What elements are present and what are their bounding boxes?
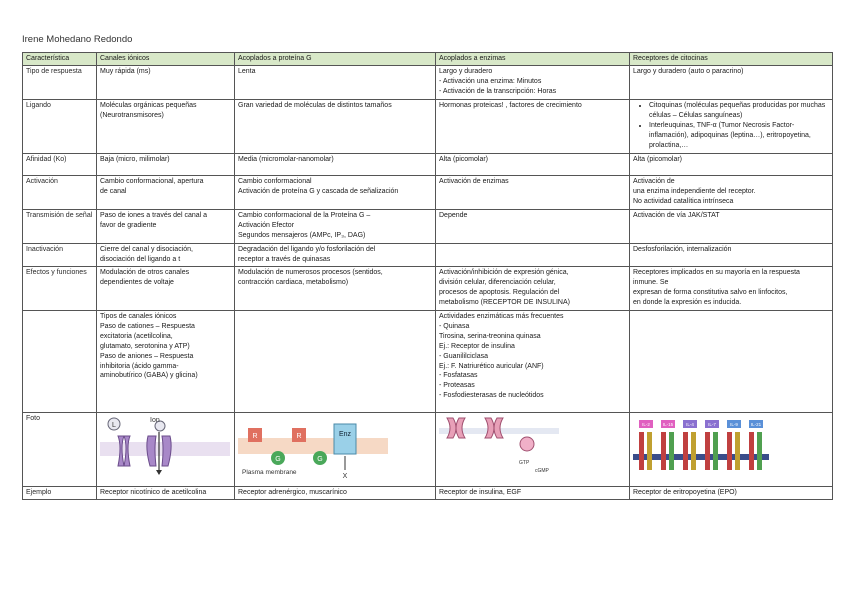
cell-line: - Guanililciclasa	[439, 352, 489, 360]
cell-line: excitatoria (acetilcolina,	[100, 332, 173, 340]
cell-line: favor de gradiente	[100, 221, 157, 229]
cgmp-label: cGMP	[535, 467, 549, 474]
row-tipos	[23, 310, 833, 412]
receptor-dimer-2	[485, 418, 503, 438]
cell	[235, 310, 436, 412]
cell-line: Depende	[439, 211, 468, 219]
row-transmision	[23, 209, 833, 243]
cell-line: Baja (micro, milimolar)	[100, 155, 170, 163]
cell-line: Cambio conformacional	[238, 177, 312, 185]
receptor-chain	[727, 432, 732, 470]
cell-line: Degradación del ligando y/o fosforilación del	[238, 245, 376, 253]
cell-line: No actividad catalítica intrínseca	[633, 197, 734, 205]
row-label: Foto	[23, 412, 97, 486]
cell-line: una enzima independiente del receptor.	[633, 187, 756, 195]
cell-line: Largo y duradero	[439, 67, 493, 75]
cell	[97, 412, 235, 486]
cell	[235, 65, 436, 99]
cell	[436, 153, 630, 175]
receptor-chain	[713, 432, 718, 470]
row-ligando	[23, 99, 833, 153]
cell	[436, 412, 630, 486]
cell-line: en donde la expresión es inducida.	[633, 298, 742, 306]
cytokine-label: IL-7	[708, 421, 716, 427]
row-ejemplo	[23, 486, 833, 499]
cell-line: Hormonas proteicas! , factores de crecimiento	[439, 101, 582, 109]
cell-line: - Proteasas	[439, 382, 475, 390]
cell-line: Gran variedad de moléculas de distintos tamaños	[238, 101, 392, 109]
row-label: Efectos y funciones	[23, 266, 97, 310]
cell	[97, 266, 235, 310]
receptor-dimer	[447, 418, 465, 438]
row-label: Activación	[23, 175, 97, 209]
cell	[97, 175, 235, 209]
cell	[630, 412, 833, 486]
author-name: Irene Mohedano Redondo	[22, 34, 133, 45]
cell	[436, 486, 630, 499]
cell-line: Cambio conformacional, apertura	[100, 177, 204, 185]
row-label: Ligando	[23, 99, 97, 153]
receptor-chain	[683, 432, 688, 470]
row-label: Tipo de respuesta	[23, 65, 97, 99]
cell	[630, 310, 833, 412]
cytokine-label: IL-15	[662, 421, 674, 427]
cell	[235, 209, 436, 243]
header-canales: Canales iónicos	[97, 53, 235, 66]
receptor-chain	[647, 432, 652, 470]
cell-line: Receptor de insulina, EGF	[439, 488, 522, 496]
bullet-item: • Citoquinas (moléculas pequeñas producidas por muchas células – Células sanguíneas)	[649, 101, 829, 121]
header-citocinas: Receptores de citocinas	[630, 53, 833, 66]
cell	[630, 99, 833, 153]
cell	[630, 175, 833, 209]
cell-line: Alta (picomolar)	[439, 155, 489, 163]
cell	[436, 266, 630, 310]
receptor-chain	[691, 432, 696, 470]
cell-line: contracción cardiaca, metabolismo)	[238, 278, 349, 286]
cell-line: Tirosina, serina-treonina quinasa	[439, 332, 541, 340]
cytokine-receptor-group	[639, 420, 763, 470]
cell	[436, 209, 630, 243]
row-efectos	[23, 266, 833, 310]
cell-line: Receptor adrenérgico, muscarínico	[238, 488, 347, 496]
cytokine-label: IL-2	[642, 421, 650, 427]
cell-line: disociación del ligando a t	[100, 255, 181, 263]
cell-line: Paso de aniones – Respuesta	[100, 352, 194, 360]
header-enzimas: Acoplados a enzimas	[436, 53, 630, 66]
cell-line: Media (micromolar-nanomolar)	[238, 155, 334, 163]
cell	[630, 243, 833, 266]
cell	[235, 99, 436, 153]
cell-line: Muy rápida (ms)	[100, 67, 151, 75]
cell-line: Ej.: Receptor de insulina	[439, 342, 515, 350]
row-activacion	[23, 175, 833, 209]
cell-line: división celular, diferenciación celular,	[439, 278, 556, 286]
cell-line: Segundos mensajeros (AMPc, IP₃, DAG)	[238, 231, 366, 239]
cell-line: - Fosfodiesterasas de nucleótidos	[439, 392, 544, 400]
header-caracteristica: Característica	[23, 53, 97, 66]
cell-line: aminobutírico (GABA) y glicina)	[100, 372, 198, 380]
cell-line: Activación de	[633, 177, 675, 185]
ligand-label: L	[112, 421, 116, 429]
g-label: G	[275, 455, 281, 463]
cell	[630, 266, 833, 310]
cell-line: Largo y duradero (auto o paracrino)	[633, 67, 744, 75]
cell-line: Activación de vía JAK/STAT	[633, 211, 720, 219]
receptor-chain	[669, 432, 674, 470]
g-label-2: G	[317, 455, 323, 463]
cell-line: Activación de proteína G y cascada de señalización	[238, 187, 399, 195]
cytokine-label: IL-4	[686, 421, 694, 427]
cell-line: Receptor de eritropoyetina (EPO)	[633, 488, 737, 496]
cell	[436, 243, 630, 266]
receptor-chain	[735, 432, 740, 470]
row-label: Afinidad (Ko)	[23, 153, 97, 175]
cell-line: - Fosfatasas	[439, 372, 478, 380]
cell	[630, 153, 833, 175]
cell-line: Activación Efector	[238, 221, 295, 229]
cell	[235, 153, 436, 175]
receptor-chain	[705, 432, 710, 470]
cell-line: metabolismo (RECEPTOR DE INSULINA)	[439, 298, 570, 306]
cell	[235, 412, 436, 486]
cell	[97, 65, 235, 99]
membrane-label: Plasma membrane	[242, 468, 297, 476]
cell-line: Cierre del canal y disociación,	[100, 245, 193, 253]
cell	[436, 65, 630, 99]
cell-line: Moléculas orgánicas pequeñas	[100, 101, 197, 109]
receptor-label: R	[252, 432, 258, 440]
receptor-chain	[639, 432, 644, 470]
row-inactivacion	[23, 243, 833, 266]
cell	[97, 310, 235, 412]
cell-line: Activación/inhibición de expresión génica,	[439, 268, 569, 276]
cell	[97, 99, 235, 153]
cell	[235, 486, 436, 499]
row-foto	[23, 412, 833, 486]
cell	[235, 266, 436, 310]
cell	[97, 486, 235, 499]
cell	[630, 209, 833, 243]
cell-line: Activación de enzimas	[439, 177, 509, 185]
cell-line: Alta (picomolar)	[633, 155, 683, 163]
cell-line: - Activación de la transcripción: Horas	[439, 87, 557, 95]
cell-line: Modulación de numerosos procesos (sentidos,	[238, 268, 383, 276]
enzyme-label: Enz	[338, 430, 352, 438]
cell	[97, 209, 235, 243]
ion-channel-diagram	[100, 414, 230, 482]
cell-line: de canal	[100, 187, 127, 195]
x-label: X	[342, 472, 348, 480]
receptor-comparison-table	[22, 52, 833, 500]
cell-line: Tipos de canales iónicos	[100, 312, 177, 320]
cyclase-domain	[520, 437, 534, 451]
cell	[436, 175, 630, 209]
cell	[235, 243, 436, 266]
receptor-label-2: R	[296, 432, 302, 440]
row-tipo	[23, 65, 833, 99]
cell-line: Ej.: F. Natriurético auricular (ANF)	[439, 362, 544, 370]
cell-line: Receptores implicados en su mayoría en la respuesta	[633, 268, 800, 276]
cytokine-label: IL-9	[730, 421, 738, 427]
cell-line: - Activación una enzima: Minutos	[439, 77, 542, 85]
cell-line: Paso de iones a través del canal a	[100, 211, 208, 219]
row-label: Ejemplo	[23, 486, 97, 499]
cell	[97, 243, 235, 266]
cell-line: procesos de apoptosis. Regulación del	[439, 288, 560, 296]
cell	[630, 486, 833, 499]
ion-label: Ion	[150, 416, 160, 424]
receptor-chain	[661, 432, 666, 470]
cell-line: (Neurotransmisores)	[100, 111, 164, 119]
cell-line: receptor a través de quinasas	[238, 255, 331, 263]
cell	[436, 310, 630, 412]
cell-line: Modulación de otros canales	[100, 268, 190, 276]
cell	[97, 153, 235, 175]
cell-line: inhibitoria (ácido gamma-	[100, 362, 179, 370]
cell-line: inmune. Se	[633, 278, 669, 286]
cell-line: Actividades enzimáticas más frecuentes	[439, 312, 564, 320]
cytokine-receptor-diagram	[633, 414, 829, 482]
cell	[235, 175, 436, 209]
cell-line: glutamato, serotonina y ATP)	[100, 342, 190, 350]
cell-line: expresan de forma constitutiva salvo en linfocitos,	[633, 288, 788, 296]
enzyme-receptor-diagram	[439, 414, 627, 482]
bullet-item: • Interleuquinas, TNF-α (Tumor Necrosis Factor- inflamación), adipoquinas (leptina…), eritropoyetina, prolactina,…	[649, 121, 829, 151]
cell	[630, 65, 833, 99]
receptor-chain	[757, 432, 762, 470]
cell-line: Paso de cationes – Respuesta	[100, 322, 195, 330]
cell-line: Receptor nicotínico de acetilcolina	[100, 488, 207, 496]
gtp-label: GTP	[519, 459, 530, 466]
header-row	[23, 53, 833, 66]
row-afinidad	[23, 153, 833, 175]
enzyme-box	[334, 424, 356, 454]
header-proteina-g: Acoplados a proteína G	[235, 53, 436, 66]
row-label: Inactivación	[23, 243, 97, 266]
cell-line: dependientes de voltaje	[100, 278, 174, 286]
cell-line: Cambio conformacional de la Proteína G –	[238, 211, 371, 219]
cell-line: Desfosforilación, internalización	[633, 245, 732, 253]
cell	[436, 99, 630, 153]
cytokine-label: IL-21	[750, 421, 762, 427]
receptor-chain	[749, 432, 754, 470]
cell-line: - Quinasa	[439, 322, 470, 330]
cell-line: Lenta	[238, 67, 256, 75]
g-protein-diagram	[238, 414, 432, 482]
row-label	[23, 310, 97, 412]
row-label: Transmisión de señal	[23, 209, 97, 243]
